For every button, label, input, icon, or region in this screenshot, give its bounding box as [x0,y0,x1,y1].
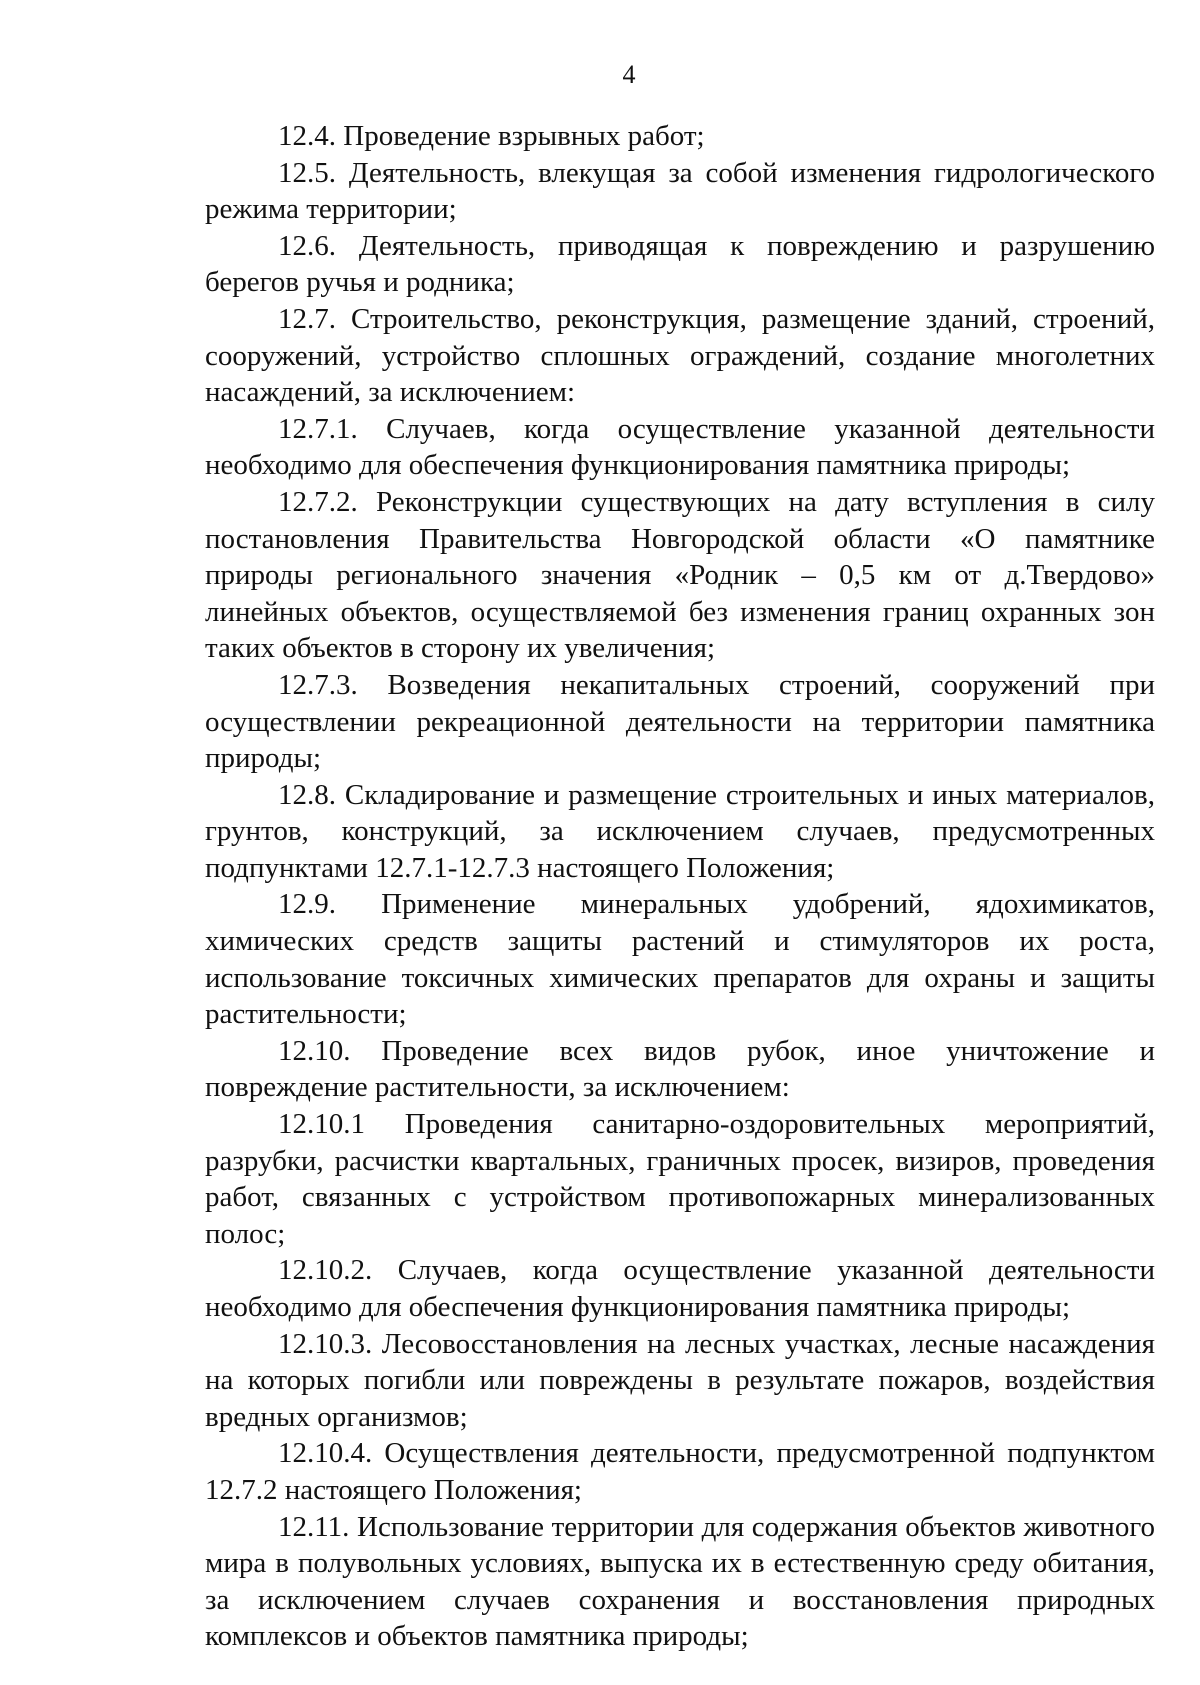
paragraph-12-10-3: 12.10.3. Лесовосстановления на лесных участках, лесные насаждения на которых погибли или повреждены в результате пожаров, воздействия вредных организмов; [205,1327,1155,1433]
paragraph-12-6: 12.6. Деятельность, приводящая к повреждению и разрушению берегов ручья и родника; [205,229,1155,299]
paragraph-12-11: 12.11. Использование территории для содержания объектов животного мира в полувольных условиях, выпуска их в естественную среду обитания, за исключением случаев сохранения и восстановления природных комплексов и объектов памятника природы; [205,1510,1155,1653]
paragraph-12-9: 12.9. Применение минеральных удобрений, ядохимикатов, химических средств защиты растений и стимуляторов их роста, использование токсичных химических препаратов для охраны и защиты растительности; [205,888,1155,1031]
paragraph-12-10-1: 12.10.1 Проведения санитарно-оздоровительных мероприятий, разрубки, расчистки квартальных, граничных просек, визиров, проведения работ, связанных с устройством противопожарных минерализованных полос; [205,1108,1155,1250]
paragraph-12-10-4: 12.10.4. Осуществления деятельности, предусмотренной подпунктом 12.7.2 настоящего Положения; [205,1437,1155,1506]
paragraph-12-5: 12.5. Деятельность, влекущая за собой изменения гидрологического режима территории; [205,156,1155,226]
paragraph-12-7-1: 12.7.1. Случаев, когда осуществление указанной деятельности необходимо для обеспечения функционирования памятника природы; [205,412,1155,482]
paragraph-12-4: 12.4. Проведение взрывных работ; [278,120,705,152]
paragraph-12-8: 12.8. Складирование и размещение строительных и иных материалов, грунтов, конструкций, за исключением случаев, предусмотренных подпунктами 12.7.1-12.7.3 настоящего Положения; [205,778,1155,884]
paragraph-12-7: 12.7. Строительство, реконструкция, размещение зданий, строений, сооружений, устройство сплошных ограждений, создание многолетних насаждений, за исключением: [205,302,1155,409]
paragraph-12-10: 12.10. Проведение всех видов рубок, иное уничтожение и повреждение растительности, за исключением: [205,1034,1155,1104]
paragraph-12-7-2: 12.7.2. Реконструкции существующих на дату вступления в силу постановления Правительства Новгородской области «О памятнике природы регионального значения «Родник – 0,5 км от д.Твердово» линейных объектов, осуществляемой без изменения границ охранных зон таких объектов в сторону их увеличения; [205,485,1155,665]
page-number: 4 [622,60,636,89]
paragraph-12-10-2: 12.10.2. Случаев, когда осуществление указанной деятельности необходимо для обеспечения функционирования памятника природы; [205,1254,1155,1323]
document-body [205,118,1155,1655]
paragraph-12-7-3: 12.7.3. Возведения некапитальных строений, сооружений при осуществлении рекреационной деятельности на территории памятника природы; [205,668,1155,775]
